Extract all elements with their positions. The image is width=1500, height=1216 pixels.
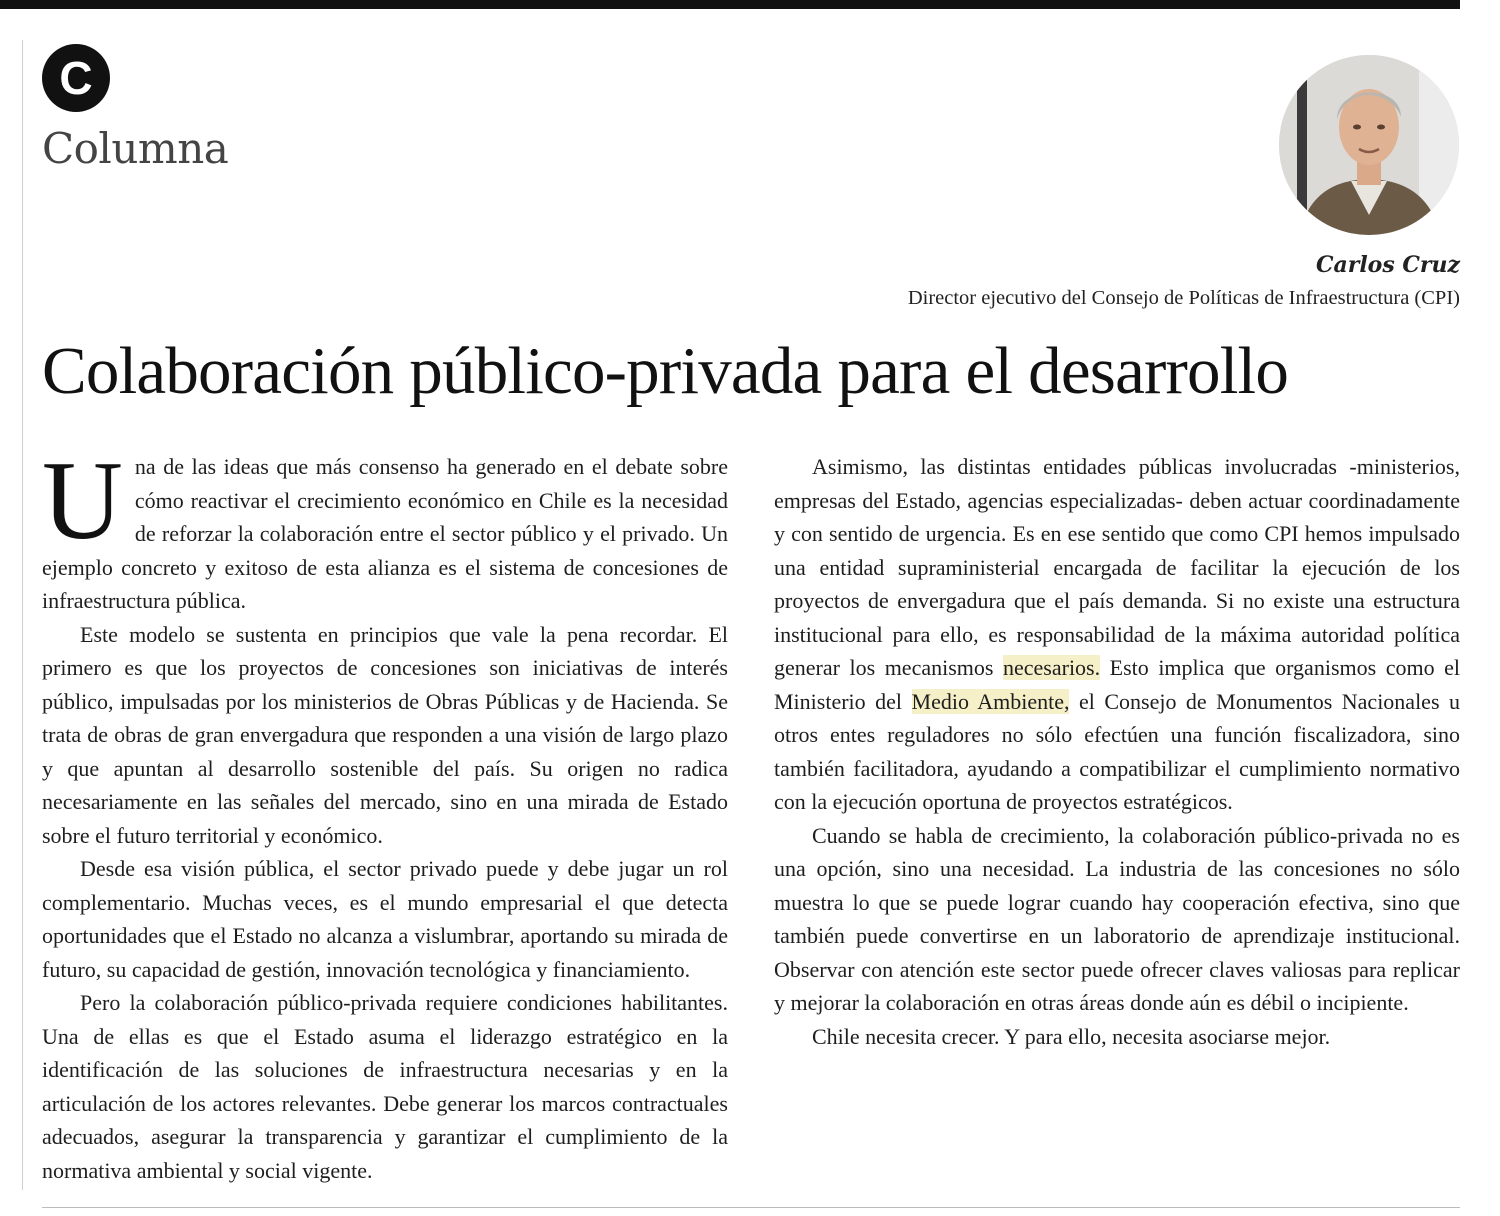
paragraph-1 <box>42 439 728 618</box>
bottom-rule <box>42 1207 1460 1208</box>
paragraph-7: Chile necesita crecer. Y para ello, necesita asociarse mejor. <box>812 1023 1331 1049</box>
paragraph-5 <box>774 450 1460 819</box>
drop-cap: U <box>42 439 123 563</box>
paragraph-4: Pero la colaboración público-privada requiere condiciones habilitantes. Una de ellas es que el Estado asuma el liderazgo estratégico en la identificación de las soluciones de infraestructura necesarias y en la articulación de los actores relevantes. Debe generar los marcos contractuales adecuados, asegurar la transparencia y garantizar el cumplimiento de la normativa ambiental y social vigente. <box>42 990 728 1183</box>
left-margin-rule <box>22 40 23 1190</box>
paragraph-2: Este modelo se sustenta en principios que vale la pena recordar. El primero es que los proyectos de concesiones son iniciativas de interés público, impulsadas por los ministerios de Obras Públicas y de Hacienda. Se trata de obras de gran envergadura que responden a una visión de largo plazo y que apuntan al desarrollo sostenible del país. Su origen no radica necesariamente en las señales del mercado, sino en una mirada de Estado sobre el futuro territorial y económico. <box>42 621 728 848</box>
author-name: Carlos Cruz <box>1315 252 1460 278</box>
highlighted-text: necesarios. <box>1003 655 1101 680</box>
article-body <box>42 439 1461 1190</box>
top-rule <box>0 0 1460 9</box>
author-portrait-icon <box>1279 55 1459 235</box>
paragraph-1-text: na de las ideas que más consenso ha generado en el debate sobre cómo reactivar el crecimiento económico en Chile es la necesidad de reforzar la colaboración entre el sector público y el privado. Un ejemplo concreto y exitoso de esta alianza es el sistema de concesiones de infraestructura pública. <box>42 454 728 613</box>
paragraph-5-text-c: el Consejo de Monumentos Nacionales u otros entes reguladores no sólo efectúen una función fiscalizadora, sino también facilitadora, ayudando a compatibilizar el cumplimiento normativo con la ejecución oportuna de proyectos estratégicos. <box>774 688 1460 814</box>
author-role: Director ejecutivo del Consejo de Políticas de Infraestructura (CPI) <box>907 287 1460 309</box>
headline: Colaboración público-privada para el desarrollo <box>42 334 1289 408</box>
author-photo <box>1279 55 1459 235</box>
section-badge: C <box>42 44 110 112</box>
paragraph-3: Desde esa visión pública, el sector privado puede y debe jugar un rol complementario. Muchas veces, es el mundo empresarial el que detecta oportunidades que el Estado no alcanza a vislumbrar, aportando su mirada de futuro, su capacidad de gestión, innovación tecnológica y financiamiento. <box>42 856 728 982</box>
section-name: Columna <box>42 124 229 173</box>
paragraph-6: Cuando se habla de crecimiento, la colaboración público-privada no es una opción, sino una necesidad. La industria de las concesiones no sólo muestra lo que se puede lograr cuando hay cooperación efectiva, sino que también puede convertirse en un laboratorio de aprendizaje institucional. Observar con atención este sector puede ofrecer claves valiosas para replicar y mejorar la colaboración en otras áreas donde aún es débil o incipiente. <box>774 822 1460 1015</box>
paragraph-5-text-a: Asimismo, las distintas entidades públicas involucradas -ministerios, empresas del Estado, agencias especializadas- deben actuar coordinadamente y con sentido de urgencia. Es en ese sentido que como CPI hemos impulsado una entidad supraministerial encargada de facilitar la ejecución de los proyectos de envergadura que el país demanda. Si no existe una estructura institucional para ello, es responsabilidad de la máxima autoridad política generar los mecanismos <box>774 454 1460 680</box>
paragraph-5-text-b: Esto implica que organismos como el Ministerio del <box>774 655 1461 714</box>
highlighted-text: Medio Ambiente, <box>911 688 1070 714</box>
